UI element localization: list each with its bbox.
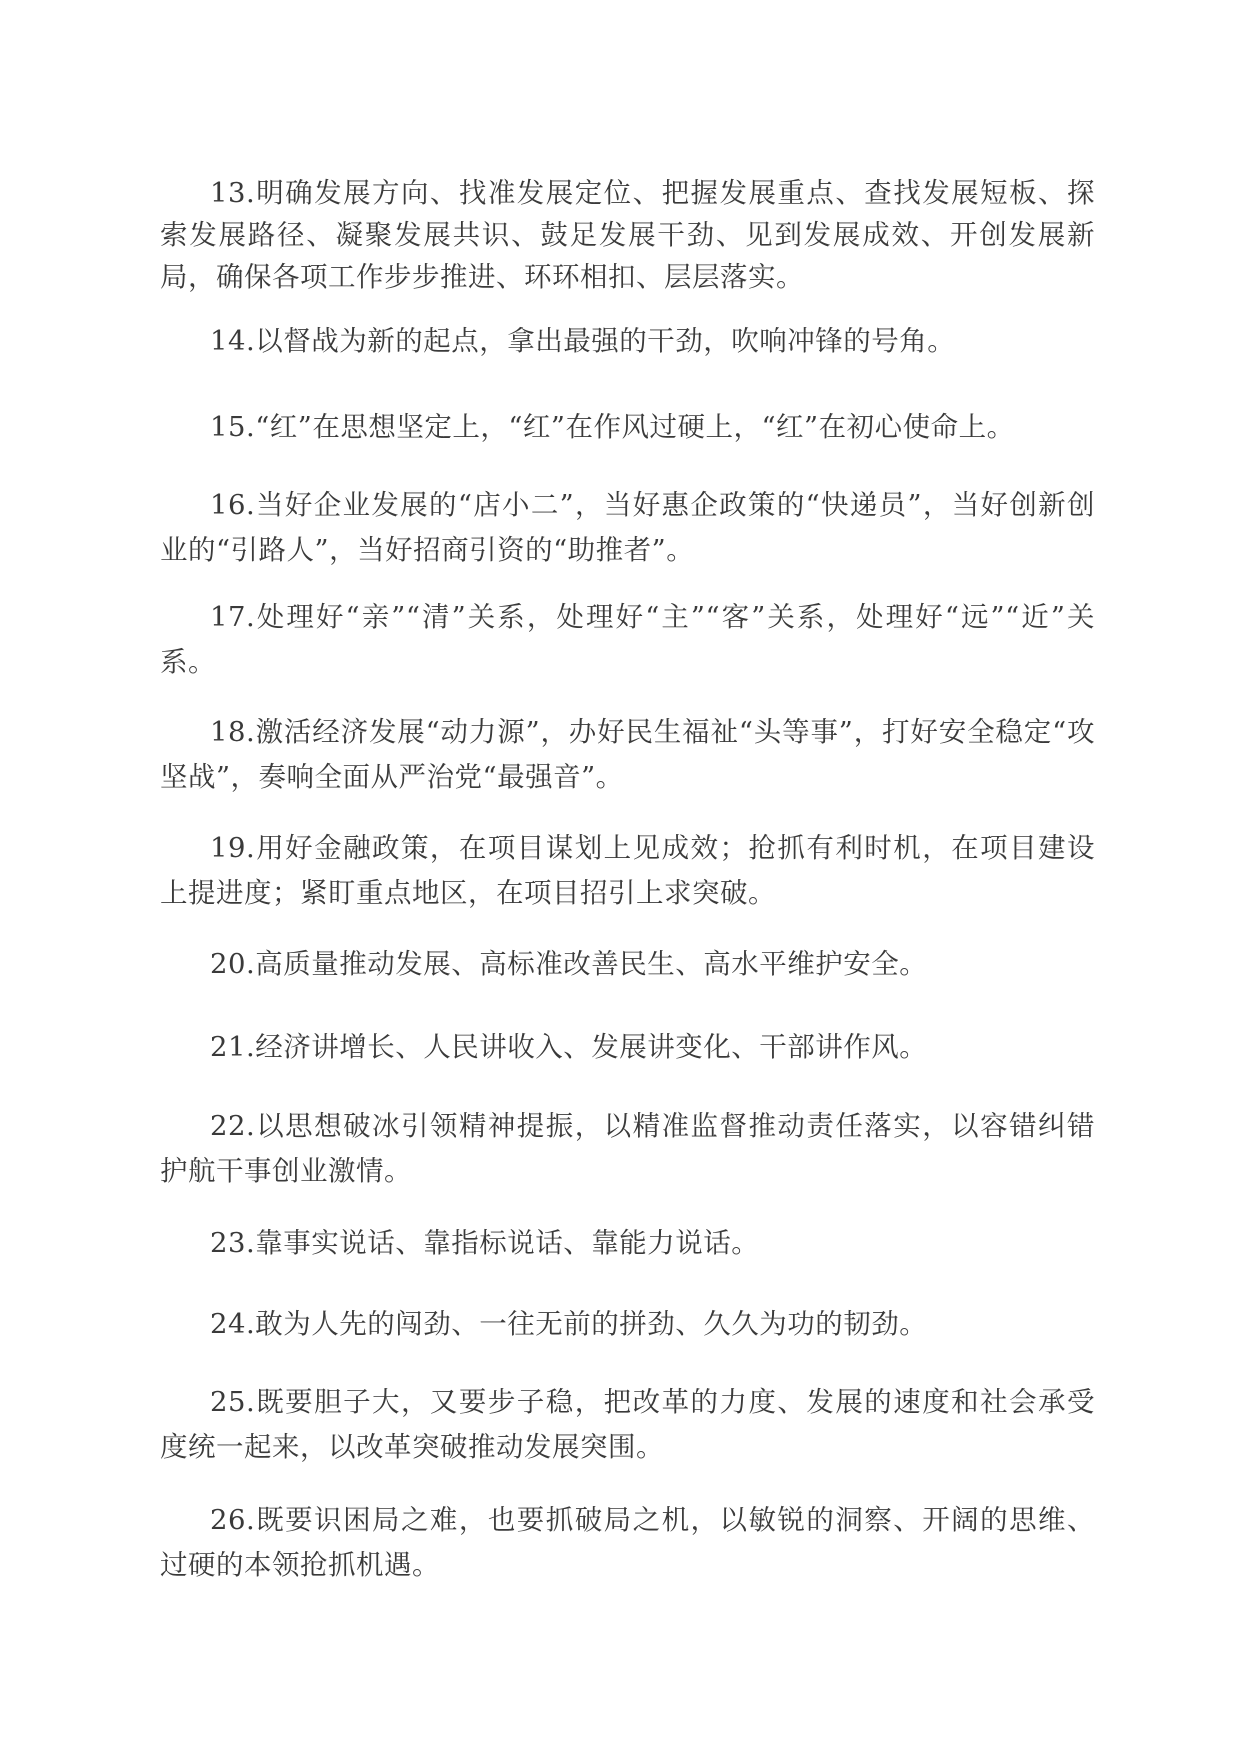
paragraph-26: 26.既要识困局之难，也要抓破局之机，以敏锐的洞察、开阔的思维、过硬的本领抢抓机遇。	[160, 1504, 1095, 1581]
paragraph-19: 19.用好金融政策，在项目谋划上见成效；抢抓有利时机，在项目建设上提进度；紧盯重点地区，在项目招引上求突破。	[160, 832, 1095, 909]
paragraph-20: 20.高质量推动发展、高标准改善民生、高水平维护安全。	[210, 948, 928, 980]
paragraph-22: 22.以思想破冰引领精神提振，以精准监督推动责任落实，以容错纠错护航干事创业激情。	[160, 1110, 1095, 1187]
paragraph-24: 24.敢为人先的闯劲、一往无前的拼劲、久久为功的韧劲。	[210, 1308, 928, 1340]
paragraph-14: 14.以督战为新的起点，拿出最强的干劲，吹响冲锋的号角。	[210, 325, 956, 357]
paragraph-21: 21.经济讲增长、人民讲收入、发展讲变化、干部讲作风。	[210, 1031, 928, 1063]
paragraph-23: 23.靠事实说话、靠指标说话、靠能力说话。	[210, 1227, 760, 1259]
paragraph-25: 25.既要胆子大，又要步子稳，把改革的力度、发展的速度和社会承受度统一起来，以改革突破推动发展突围。	[160, 1386, 1095, 1463]
paragraph-16: 16.当好企业发展的“店小二”，当好惠企政策的“快递员”，当好创新创业的“引路人”，当好招商引资的“助推者”。	[160, 489, 1095, 566]
paragraph-18: 18.激活经济发展“动力源”，办好民生福祉“头等事”，打好安全稳定“攻坚战”，奏响全面从严治党“最强音”。	[160, 716, 1095, 793]
paragraph-15: 15.“红”在思想坚定上，“红”在作风过硬上，“红”在初心使命上。	[210, 411, 1015, 443]
paragraph-17: 17.处理好“亲”“清”关系，处理好“主”“客”关系，处理好“远”“近”关系。	[160, 601, 1095, 678]
paragraph-13: 13.明确发展方向、找准发展定位、把握发展重点、查找发展短板、探索发展路径、凝聚发展共识、鼓足发展干劲、见到发展成效、开创发展新局，确保各项工作步步推进、环环相扣、层层落实。	[160, 177, 1095, 293]
